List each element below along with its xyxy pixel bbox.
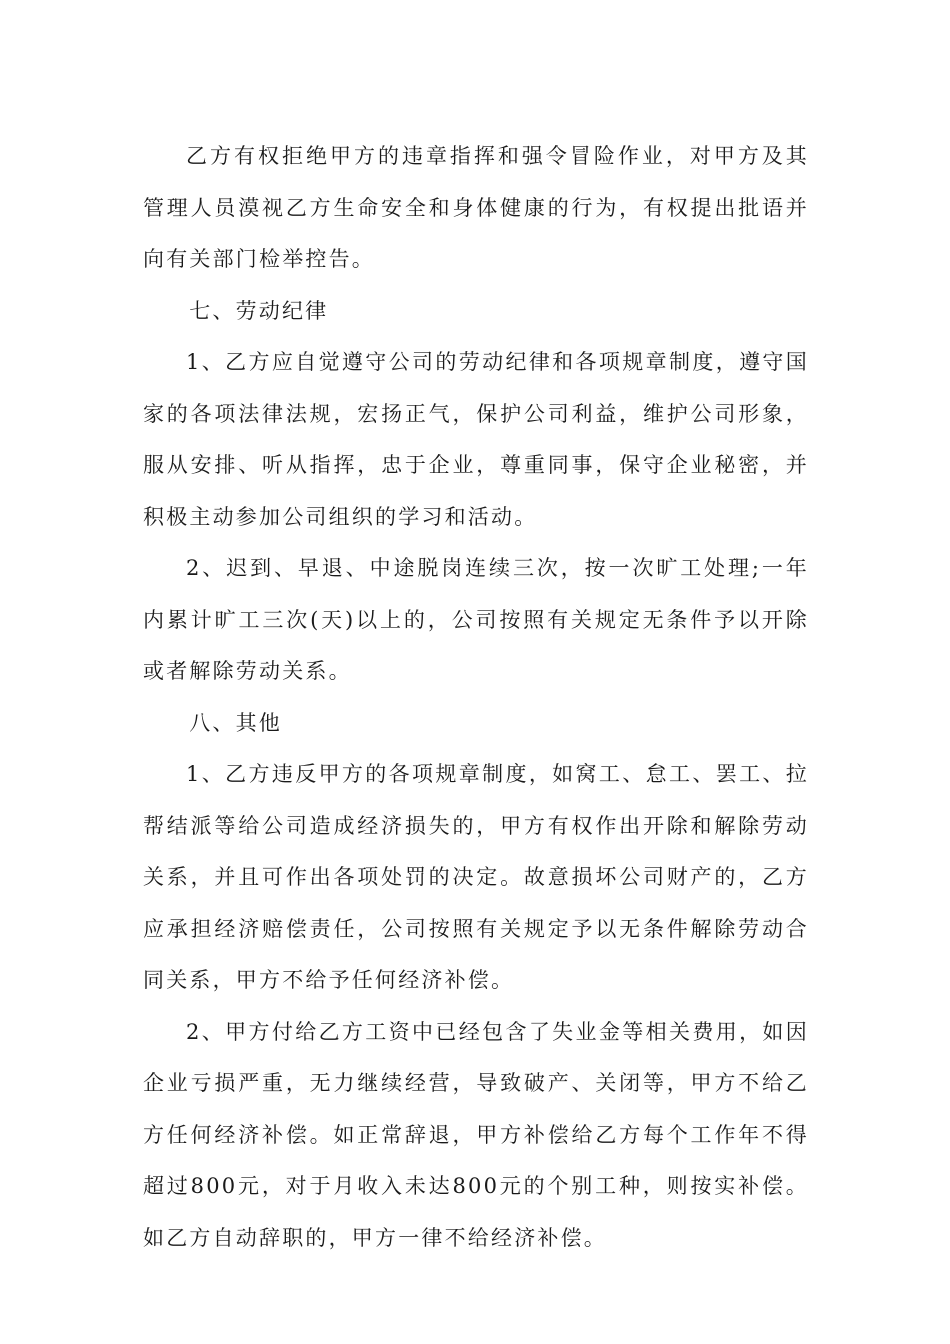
paragraph-other-2: 2、甲方付给乙方工资中已经包含了失业金等相关费用，如因企业亏损严重，无力继续经营，导致破产、关闭等，甲方不给乙方任何经济补偿。如正常辞退，甲方补偿给乙方每个工作年不得超过800元，对于月收入未达800元的个别工种，则按实补偿。如乙方自动辞职的，甲方一律不给经济补偿。 xyxy=(143,1019,809,1250)
section-heading-labor-discipline: 七、劳动纪律 xyxy=(189,298,329,323)
paragraph-other-1: 1、乙方违反甲方的各项规章制度，如窝工、怠工、罢工、拉帮结派等给公司造成经济损失的，甲方有权作出开除和解除劳动关系，并且可作出各项处罚的决定。故意损坏公司财产的，乙方应承担经济赔偿责任，公司按照有关规定予以无条件解除劳动合同关系，甲方不给予任何经济补偿。 xyxy=(143,762,809,992)
section-heading-other: 八、其他 xyxy=(189,710,282,735)
paragraph-discipline-1: 1、乙方应自觉遵守公司的劳动纪律和各项规章制度，遵守国家的各项法律法规，宏扬正气，保护公司利益，维护公司形象，服从安排、听从指挥，忠于企业，尊重同事，保守企业秘密，并积极主动参加公司组织的学习和活动。 xyxy=(143,350,809,529)
paragraph-discipline-2: 2、迟到、早退、中途脱岗连续三次，按一次旷工处理;一年内累计旷工三次(天)以上的，公司按照有关规定无条件予以开除或者解除劳动关系。 xyxy=(143,556,809,683)
paragraph-rights-refusal: 乙方有权拒绝甲方的违章指挥和强令冒险作业，对甲方及其管理人员漠视乙方生命安全和身体健康的行为，有权提出批语并向有关部门检举控告。 xyxy=(143,144,809,271)
document-body xyxy=(143,131,809,1264)
